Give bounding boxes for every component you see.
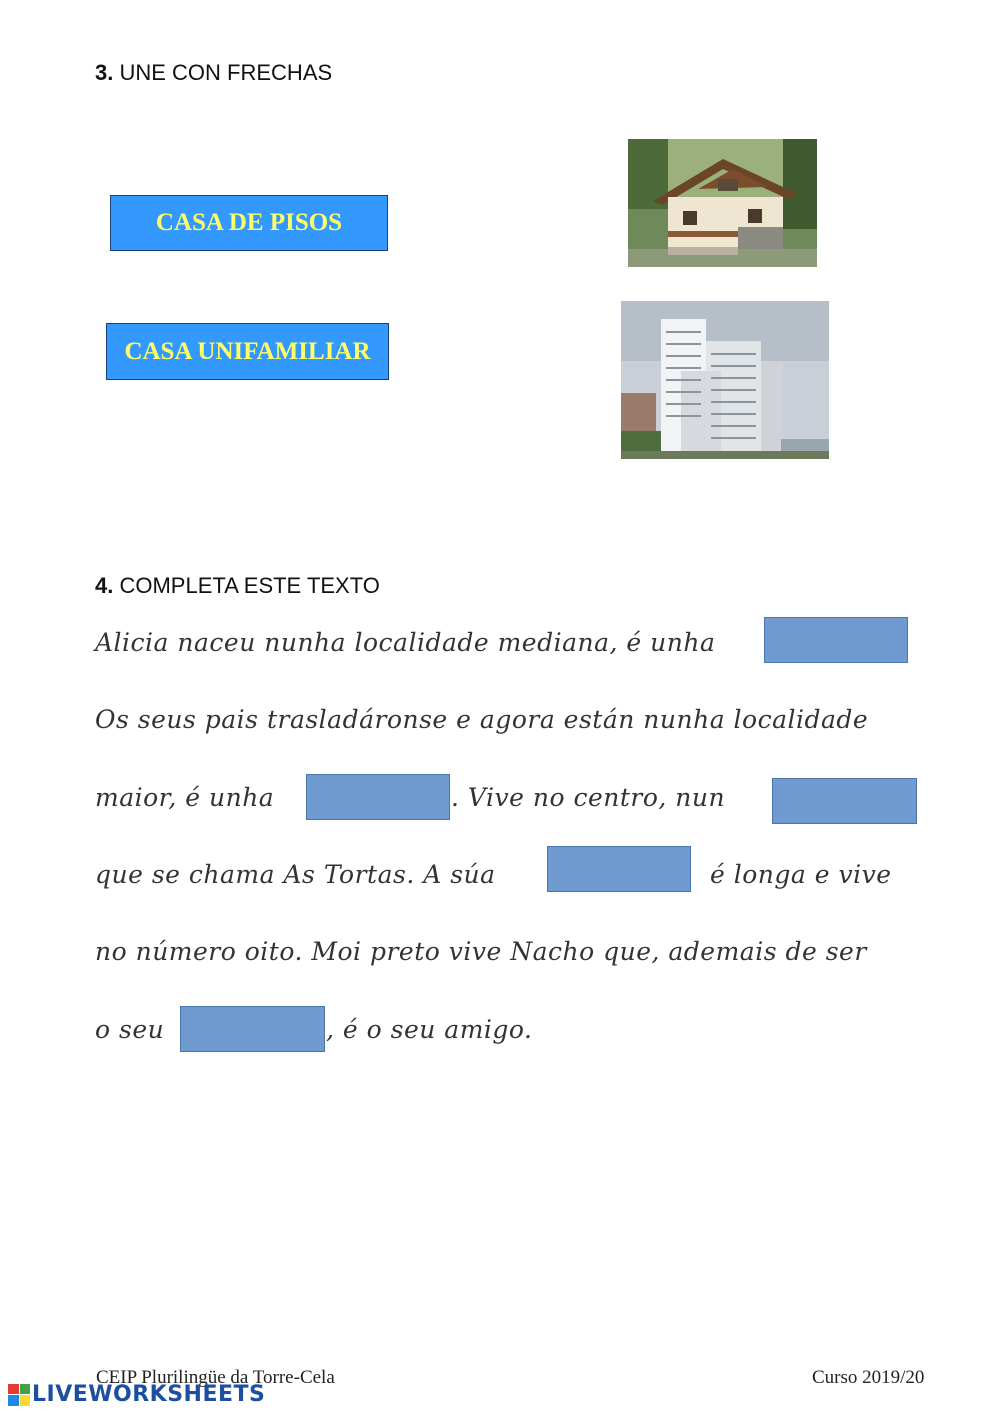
text-fragment: , é o seu amigo. — [326, 1015, 533, 1044]
section-3-title: UNE CON FRECHAS — [119, 60, 333, 85]
footer-course: Curso 2019/20 — [812, 1367, 925, 1388]
text-line-3b — [451, 783, 737, 812]
blank-answer-1[interactable] — [764, 617, 908, 663]
match-option-casa-de-pisos[interactable] — [110, 195, 388, 251]
match-option-casa-unifamiliar[interactable] — [106, 323, 389, 380]
section-4-number: 4. — [95, 573, 114, 598]
liveworksheets-logo[interactable] — [8, 1382, 265, 1407]
text-line-4b — [710, 860, 904, 889]
liveworksheets-logo-icon — [8, 1384, 30, 1406]
house-photo[interactable] — [628, 139, 817, 267]
text-fragment: o seu — [95, 1015, 165, 1044]
blank-answer-2[interactable] — [306, 774, 450, 820]
text-line-1 — [95, 628, 727, 657]
blank-answer-3[interactable] — [772, 778, 917, 824]
text-line-5 — [95, 937, 879, 966]
text-fragment: Os seus pais trasladáronse e agora están nunha localidade — [95, 705, 869, 734]
liveworksheets-logo-text: LIVEWORKSHEETS — [32, 1382, 266, 1407]
section-4-heading — [95, 573, 380, 599]
text-fragment: Alicia naceu nunha localidade mediana, é unha — [95, 628, 716, 657]
text-line-3 — [95, 783, 286, 812]
text-fragment: . Vive no centro, nun — [451, 783, 726, 812]
text-line-6b — [326, 1015, 544, 1044]
apartment-building-photo[interactable] — [621, 301, 829, 459]
section-4-title: COMPLETA ESTE TEXTO — [119, 573, 380, 598]
match-option-label: CASA DE PISOS — [155, 209, 343, 236]
text-fragment: maior, é unha — [95, 783, 275, 812]
text-fragment: é longa e vive — [710, 860, 892, 889]
text-line-4 — [95, 860, 508, 889]
text-fragment: que se chama As Tortas. A súa — [95, 860, 496, 889]
text-line-6 — [95, 1015, 176, 1044]
blank-answer-4[interactable] — [547, 846, 691, 892]
section-3-heading — [95, 60, 332, 86]
match-option-label: CASA UNIFAMILIAR — [124, 337, 371, 365]
footer-school: CEIP Plurilingüe da Torre-Cela — [96, 1367, 335, 1388]
text-fragment: no número oito. Moi preto vive Nacho que, ademais de ser — [95, 937, 867, 966]
blank-answer-5[interactable] — [180, 1006, 325, 1052]
text-line-2 — [95, 705, 880, 734]
section-3-number: 3. — [95, 60, 114, 85]
